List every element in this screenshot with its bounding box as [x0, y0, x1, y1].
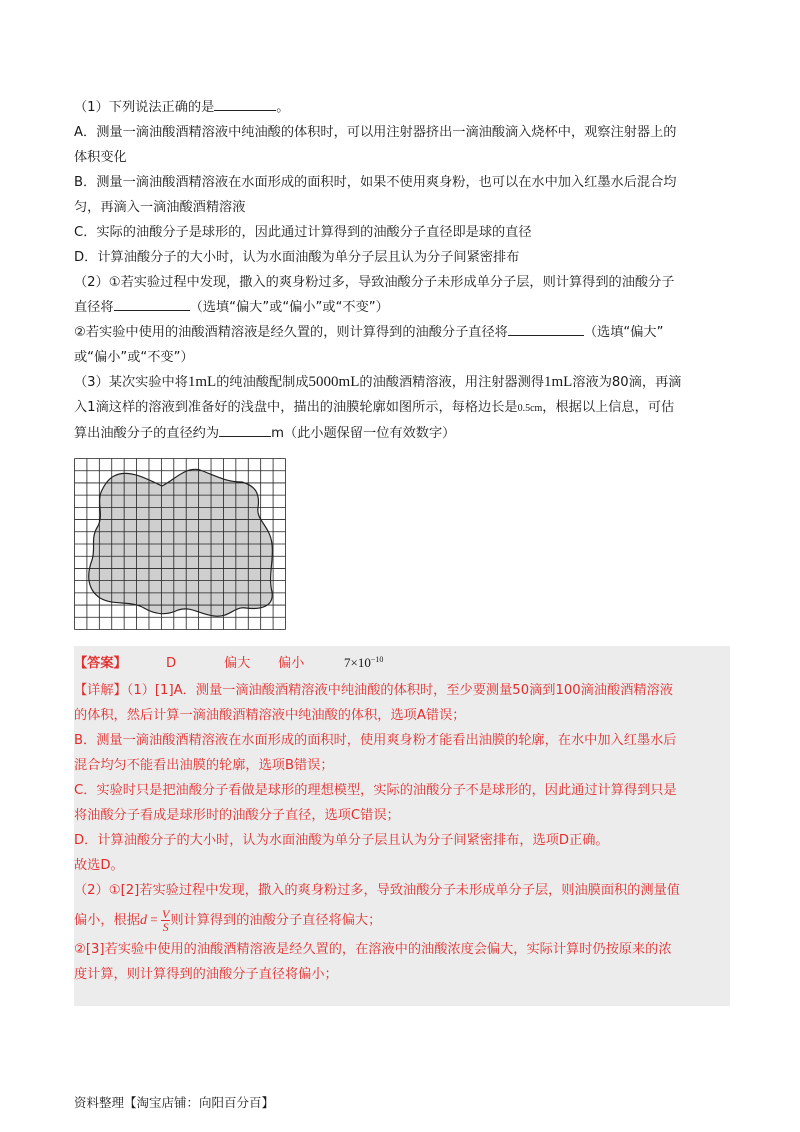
option-a-line1: A．测量一滴油酸酒精溶液中纯油酸的体积时，可以用注射器挤出一滴油酸滴入烧杯中，观察注射器上的: [74, 125, 677, 140]
question-2-line4: 或“偏小”或“不变”）: [74, 350, 194, 365]
answer-block: [74, 646, 730, 987]
formula-equals: =: [146, 912, 161, 927]
q2-text-b: （选填“偏大”或“偏小”或“不变”）: [189, 300, 389, 315]
question-3-line2: [74, 395, 730, 421]
question-3-line1: [74, 370, 730, 395]
q3-3-text-b: m（此小题保留一位有效数字）: [271, 426, 456, 441]
math-1ml: 1mL: [187, 374, 217, 390]
detail-line-6: 将油酸分子看成是球形时的油酸分子直径，选项C错误；: [74, 808, 400, 823]
q1-text: （1）下列说法正确的是: [74, 100, 215, 115]
math-5000ml: 5000mL: [308, 374, 360, 390]
q3-text-b: 的纯油酸配制成: [216, 375, 309, 390]
formula-fraction: [161, 908, 170, 933]
oil-film-grid-figure: [74, 458, 286, 630]
answer-label: 【答案】: [74, 656, 127, 672]
question-2-line3: [74, 320, 730, 345]
q3-text-d: 溶液为80滴，再滴: [572, 375, 682, 390]
answer-3: 偏小: [278, 656, 305, 672]
q3-3-text-a: 算出油酸分子的直径约为: [74, 426, 220, 441]
detail-line-2: 的体积，然后计算一滴油酸酒精溶液中纯油酸的体积，选项A错误；: [74, 708, 466, 723]
q3-2-text-b: ，根据以上信息，可估: [542, 400, 675, 415]
detail-line-5: C．实验时只是把油酸分子看做是球形的理想模型，实际的油酸分子不是球形的，因此通过计算得到只是: [74, 783, 677, 798]
oil-film-grid: [74, 458, 286, 630]
option-d: D．计算油酸分子的大小时，认为水面油酸为单分子层且认为分子间紧密排布: [74, 250, 520, 265]
option-b-line2: 匀，再滴入一滴油酸酒精溶液: [74, 200, 246, 215]
detail-l10-text-a: 偏小，根据: [74, 913, 140, 928]
math-grid-size: 0.5cm: [517, 403, 543, 414]
option-b-line1: B．测量一滴油酸酒精溶液在水面形成的面积时，如果不使用爽身粉，也可以在水中加入红墨水后混合均: [74, 175, 677, 190]
formula-d: d: [139, 913, 147, 928]
option-a-line2: 体积变化: [74, 150, 127, 165]
detail-line-7: D．计算油酸分子的大小时，认为水面油酸为单分子层且认为分子间紧密排布，选项D正确。: [74, 833, 609, 848]
answer-blank-3: [508, 320, 584, 336]
answer-blank-1: [214, 95, 276, 111]
detail-line-10: [74, 903, 730, 937]
formula-numerator: V: [161, 906, 170, 921]
oil-film-outline: [89, 469, 273, 616]
detail-line-11: ②[3]若实验中使用的油酸酒精溶液是经久置的，在溶液中的油酸浓度会偏大，实际计算时仍按原来的浓: [74, 942, 672, 957]
detail-line-4: 混合均匀不能看出油膜的轮廓，选项B错误；: [74, 758, 334, 773]
q2-3-text-b: （选填“偏大”: [583, 325, 664, 340]
answer-4: [344, 646, 383, 677]
answer-1: D: [166, 656, 177, 672]
detail-line-1: [74, 678, 730, 703]
question-2-line2: [74, 295, 730, 320]
answer-line: [74, 646, 730, 678]
question-3-line3: [74, 421, 730, 446]
q3-2-text-a: 入1滴这样的溶液到准备好的浅盘中，描出的油膜轮廓如图所示，每格边长是: [74, 400, 518, 415]
q1-end: 。: [276, 100, 290, 115]
answer-blank-4: [219, 421, 271, 437]
formula-denominator: S: [162, 919, 169, 934]
q3-text-c: 的油酸酒精溶液，用注射器测得: [359, 375, 545, 390]
answer-4-exponent: −10: [370, 655, 384, 664]
question-2-line1: （2）①若实验过程中发现，撒入的爽身粉过多，导致油酸分子未形成单分子层，则计算得到的油酸分子: [74, 275, 675, 290]
answer-4-base: 7×10: [344, 655, 371, 671]
detail-line-9: （2）①[2]若实验过程中发现，撒入的爽身粉过多，导致油酸分子未形成单分子层，则油膜面积的测量值: [74, 883, 680, 898]
question-1-stem: [74, 95, 730, 120]
answer-2: 偏大: [224, 656, 251, 672]
detail-line-3: B．测量一滴油酸酒精溶液在水面形成的面积时，使用爽身粉才能看出油膜的轮廓，在水中加入红墨水后: [74, 733, 677, 748]
option-c: C．实际的油酸分子是球形的，因此通过计算得到的油酸分子直径即是球的直径: [74, 225, 532, 240]
answer-blank-2: [114, 295, 190, 311]
detail-line-12: 度计算，则计算得到的油酸分子直径将偏小；: [74, 967, 338, 982]
q2-3-text-a: ②若实验中使用的油酸酒精溶液是经久置的，则计算得到的油酸分子直径将: [74, 325, 508, 340]
q3-text-a: （3）某次实验中将: [74, 375, 188, 390]
q2-text-a: 直径将: [74, 300, 114, 315]
question-block: [74, 95, 730, 446]
math-1ml-b: 1mL: [544, 374, 573, 390]
detail-l10-text-b: 则计算得到的油酸分子直径将偏大；: [170, 913, 382, 928]
detail-line-8: 故选D。: [74, 858, 124, 873]
page-footer: 资料整理【淘宝店铺：向阳百分百】: [74, 1095, 275, 1110]
detail-l1-text: 【详解】（1）[1]A．测量一滴油酸酒精溶液中纯油酸的体积时，至少要测量50滴到100滴油酸酒精溶液: [74, 683, 673, 698]
